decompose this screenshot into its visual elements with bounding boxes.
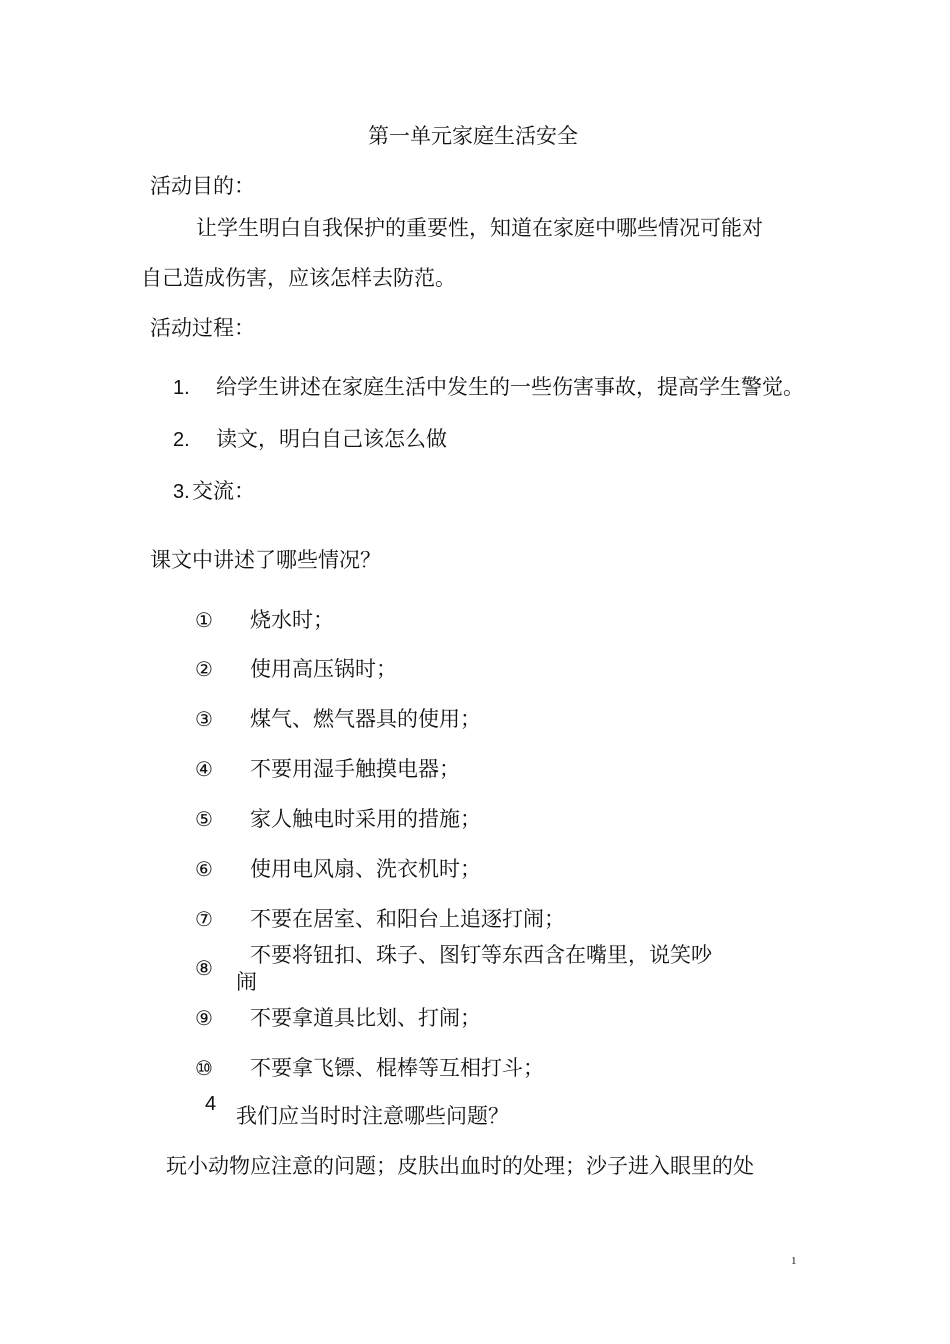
step-number: 1. xyxy=(173,377,190,399)
list-marker: ⑧ xyxy=(195,956,213,980)
list-marker: ② xyxy=(195,657,213,681)
step-text: 给学生讲述在家庭生活中发生的一些伤害事故，提高学生警觉。 xyxy=(216,375,804,399)
list-item: 不要在居室、和阳台上追逐打闹； xyxy=(250,907,565,931)
process-heading: 活动过程： xyxy=(150,316,255,340)
page-number: 1 xyxy=(791,1255,797,1267)
list-marker: ⑤ xyxy=(195,807,213,831)
list-item: 烧水时； xyxy=(250,608,334,632)
step-text: 读文，明白自己该怎么做 xyxy=(216,427,447,451)
list-item: 不要拿飞镖、棍棒等互相打斗； xyxy=(250,1056,544,1080)
step-text: 我们应当时时注意哪些问题？ xyxy=(236,1104,509,1128)
list-item: 不要用湿手触摸电器； xyxy=(250,757,460,781)
purpose-line-2: 自己造成伤害，应该怎样去防范。 xyxy=(141,266,456,290)
list-item: 不要将钮扣、珠子、图钉等东西含在嘴里，说笑吵 xyxy=(250,943,712,967)
list-item: 煤气、燃气器具的使用； xyxy=(250,707,481,731)
document-title: 第一单元家庭生活安全 xyxy=(368,124,578,148)
question-text: 课文中讲述了哪些情况？ xyxy=(150,548,381,572)
list-item: 使用高压锅时； xyxy=(250,657,397,681)
step-number: 3. xyxy=(173,481,190,503)
list-marker: ⑨ xyxy=(195,1006,213,1030)
step-text: 交流： xyxy=(192,479,255,503)
list-item: 家人触电时采用的措施； xyxy=(250,807,481,831)
list-marker: ③ xyxy=(195,707,213,731)
list-item: 不要拿道具比划、打闹； xyxy=(250,1006,481,1030)
list-marker: ④ xyxy=(195,757,213,781)
step-number: 2. xyxy=(173,429,190,451)
step-number: 4 xyxy=(205,1093,217,1115)
purpose-line-1: 让学生明白自我保护的重要性，知道在家庭中哪些情况可能对 xyxy=(196,216,763,240)
list-marker: ⑥ xyxy=(195,857,213,881)
closing-line: 玩小动物应注意的问题；皮肤出血时的处理；沙子进入眼里的处 xyxy=(166,1154,754,1178)
list-item: 使用电风扇、洗衣机时； xyxy=(250,857,481,881)
purpose-heading: 活动目的： xyxy=(150,174,255,198)
list-marker: ① xyxy=(195,608,213,632)
list-marker: ⑩ xyxy=(195,1056,213,1080)
list-item-continuation: 闹 xyxy=(236,970,257,994)
list-marker: ⑦ xyxy=(195,907,213,931)
